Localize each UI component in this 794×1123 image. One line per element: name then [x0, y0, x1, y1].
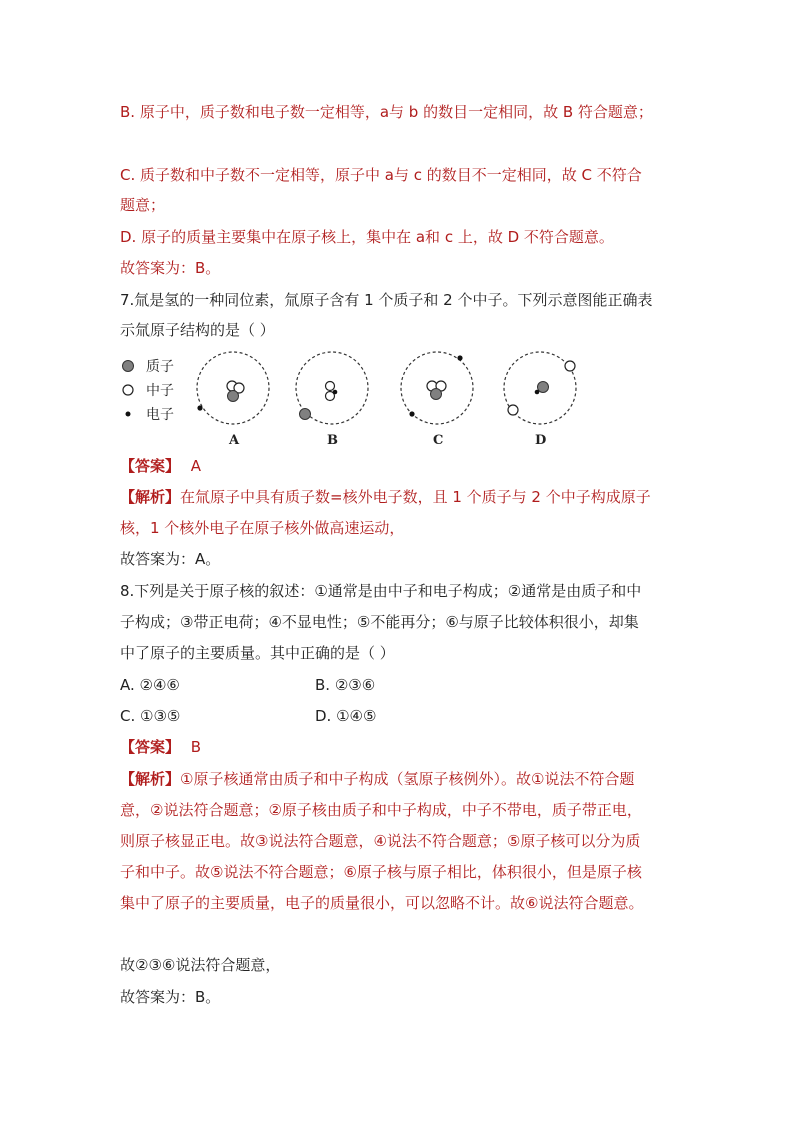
q8-summary: 故②③⑥说法符合题意，: [120, 956, 281, 974]
option-label-b: B: [327, 433, 338, 448]
q7-analysis-line1: [120, 487, 651, 507]
q6-final-answer: 故答案为：B。: [120, 259, 221, 277]
q7-analysis-text1: 在氚原子中具有质子数=核外电子数，且 1 个质子与 2 个中子构成原子: [180, 488, 651, 506]
q6-option-b-explanation: B. 原子中，质子数和电子数一定相等，a与 b 的数目一定相同，故 B 符合题意；: [120, 103, 653, 121]
atom-diagram-b: [296, 352, 368, 448]
q8-answer-tag: 【答案】: [120, 738, 181, 756]
atom-diagram-a: [197, 352, 269, 448]
option-label-a: A: [229, 433, 240, 448]
neutron-icon: [565, 361, 575, 371]
proton-icon: [538, 382, 549, 393]
q8-option-d: D. ①④⑤: [315, 707, 377, 725]
option-label-c: C: [433, 433, 444, 448]
q8-analysis-tag: 【解析】: [120, 770, 181, 788]
q6-option-d-explanation: D. 原子的质量主要集中在原子核上，集中在 a和 c 上，故 D 不符合题意。: [120, 228, 614, 246]
q6-option-c-explanation-line1: C. 质子数和中子数不一定相等，原子中 a与 c 的数目不一定相同，故 C 不符合: [120, 166, 642, 184]
q7-analysis-line2: 核，1 个核外电子在原子核外做高速运动，: [120, 519, 405, 537]
legend-neutron: [120, 380, 174, 400]
proton-icon: [228, 391, 239, 402]
legend-proton: [120, 356, 174, 376]
electron-icon: [457, 355, 462, 360]
neutron-icon: [326, 382, 335, 391]
q6-option-c-explanation-line2: 题意；: [120, 196, 166, 214]
legend-proton-label: 质子: [146, 359, 174, 375]
q8-analysis-line2: 意，②说法符合题意；②原子核由质子和中子构成，中子不带电，质子带正电，: [120, 801, 642, 819]
legend-neutron-label: 中子: [146, 383, 174, 399]
q8-answer-value: B: [190, 738, 202, 756]
atom-diagram-c: [401, 352, 473, 448]
q7-answer-value: A: [190, 457, 202, 475]
atom-diagram-d: [504, 352, 576, 448]
q7-answer-tag: 【答案】: [120, 457, 181, 475]
electron-icon: [535, 390, 540, 395]
q7-stem-line1: 7.氚是氢的一种同位素，氚原子含有 1 个质子和 2 个中子。下列示意图能正确表: [120, 291, 653, 309]
option-label-d: D: [535, 433, 547, 448]
q8-analysis-text1: ①原子核通常由质子和中子构成（氢原子核例外）。故①说法不符合题: [180, 770, 635, 788]
proton-icon: [431, 389, 442, 400]
q8-analysis-line5: 集中了原子的主要质量，电子的质量很小，可以忽略不计。故⑥说法符合题意。: [120, 894, 644, 912]
q7-answer: [120, 456, 201, 476]
q8-analysis-line4: 子和中子。故⑤说法不符合题意；⑥原子核与原子相比，体积很小，但是原子核: [120, 863, 642, 881]
q7-analysis-tag: 【解析】: [120, 488, 181, 506]
neutron-icon: [120, 383, 136, 397]
electron-icon: [409, 411, 414, 416]
q8-analysis-line1: [120, 769, 634, 789]
q8-stem-line3: 中了原子的主要质量。其中正确的是（ ）: [120, 644, 395, 662]
neutron-icon: [508, 405, 518, 415]
q8-answer: [120, 737, 201, 757]
legend-electron-label: 电子: [146, 407, 174, 423]
q8-stem-line1: 8.下列是关于原子核的叙述：①通常是由中子和电子构成；②通常是由质子和中: [120, 582, 642, 600]
electron-icon: [120, 407, 136, 421]
q8-final-answer: 故答案为：B。: [120, 988, 221, 1006]
q8-stem-line2: 子构成；③带正电荷；④不显电性；⑤不能再分；⑥与原子比较体积很小，却集: [120, 613, 639, 631]
electron-icon: [333, 390, 338, 395]
q8-option-c: C. ①③⑤: [120, 707, 181, 725]
atom-structure-diagrams: [185, 350, 585, 450]
proton-icon: [300, 409, 311, 420]
q8-analysis-line3: 则原子核显正电。故③说法符合题意，④说法不符合题意；⑤原子核可以分为质: [120, 832, 641, 850]
q8-option-a: A. ②④⑥: [120, 676, 180, 694]
legend-electron: [120, 404, 174, 424]
proton-icon: [120, 359, 136, 373]
q7-final-answer: 故答案为：A。: [120, 550, 221, 568]
q7-stem-line2: 示氚原子结构的是（ ）: [120, 321, 275, 339]
q8-option-b: B. ②③⑥: [315, 676, 376, 694]
electron-icon: [197, 405, 202, 410]
